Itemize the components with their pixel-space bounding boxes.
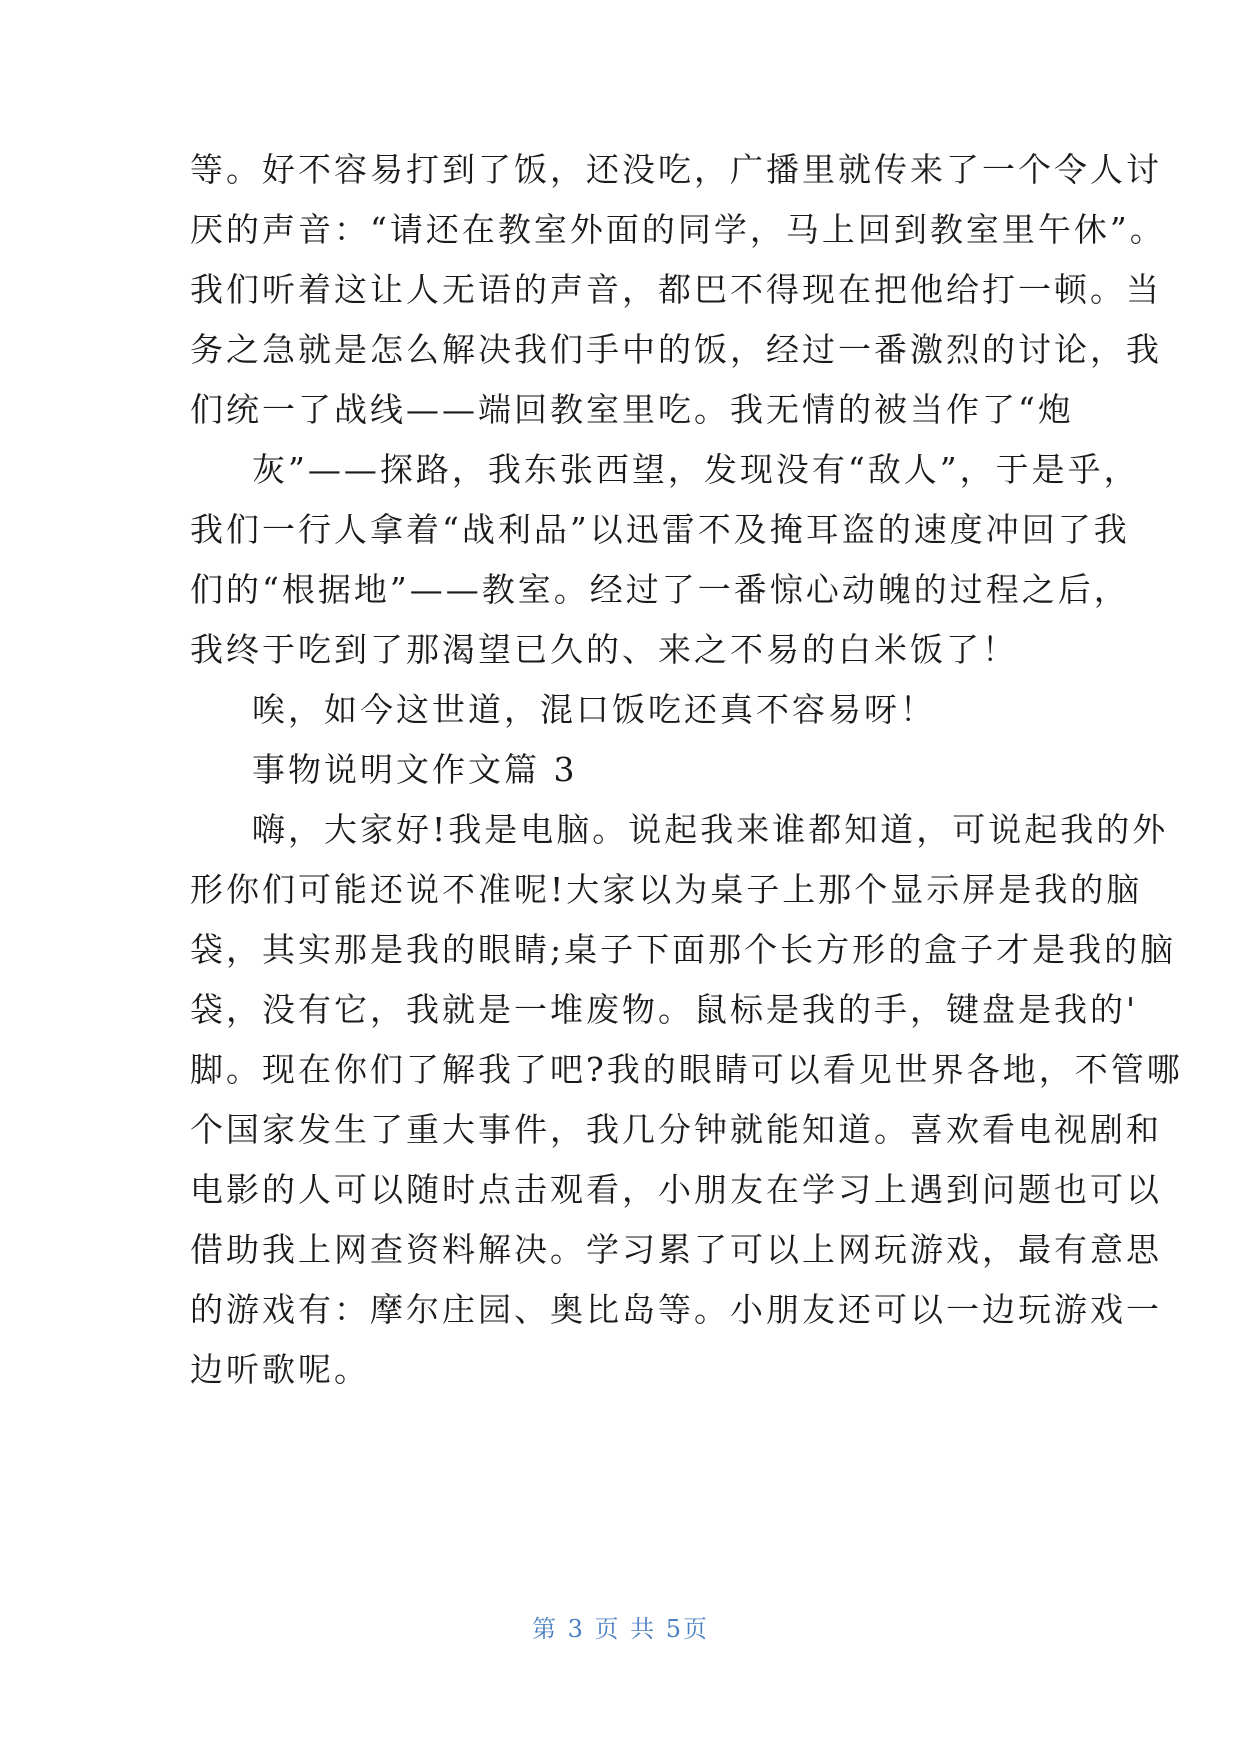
text-line: 个国家发生了重大事件，我几分钟就能知道。喜欢看电视剧和 [190,1110,1162,1149]
text-line: 灰”——探路，我东张西望，发现没有“敌人”，于是乎， [252,450,1140,489]
text-line: 等。好不容易打到了饭，还没吃，广播里就传来了一个令人讨 [190,150,1162,189]
text-line: 边听歌呢。 [190,1350,370,1389]
text-line: 我们听着这让人无语的声音，都巴不得现在把他给打一顿。当 [190,270,1162,309]
text-line: 们的“根据地”——教室。经过了一番惊心动魄的过程之后， [190,570,1130,609]
text-line: 唉，如今这世道，混口饭吃还真不容易呀！ [252,690,936,729]
text-line: 务之急就是怎么解决我们手中的饭，经过一番激烈的讨论，我 [190,330,1162,369]
text-line: 袋，其实那是我的眼睛;桌子下面那个长方形的盒子才是我的脑 [190,930,1177,969]
text-line: 借助我上网查资料解决。学习累了可以上网玩游戏，最有意思 [190,1230,1162,1269]
text-line: 嗨，大家好!我是电脑。说起我来谁都知道，可说起我的外 [252,810,1169,849]
text-line: 电影的人可以随时点击观看，小朋友在学习上遇到问题也可以 [190,1170,1162,1209]
text-line: 们统一了战线——端回教室里吃。我无情的被当作了“炮 [190,390,1074,429]
text-line: 厌的声音：“请还在教室外面的同学，马上回到教室里午休”。 [190,210,1166,249]
page-number-footer: 第 3 页 共 5页 [531,1615,710,1643]
text-line: 形你们可能还说不准呢!大家以为桌子上那个显示屏是我的脑 [190,870,1143,909]
text-line: 我们一行人拿着“战利品”以迅雷不及掩耳盗的速度冲回了我 [190,510,1130,549]
section-heading: 事物说明文作文篇 3 [252,750,578,789]
text-line: 的游戏有：摩尔庄园、奥比岛等。小朋友还可以一边玩游戏一 [190,1290,1162,1329]
text-line: 袋，没有它，我就是一堆废物。鼠标是我的手，键盘是我的' [190,990,1139,1029]
text-line: 我终于吃到了那渴望已久的、来之不易的白米饭了！ [190,630,1018,669]
text-line: 脚。现在你们了解我了吧?我的眼睛可以看见世界各地，不管哪 [190,1050,1183,1089]
